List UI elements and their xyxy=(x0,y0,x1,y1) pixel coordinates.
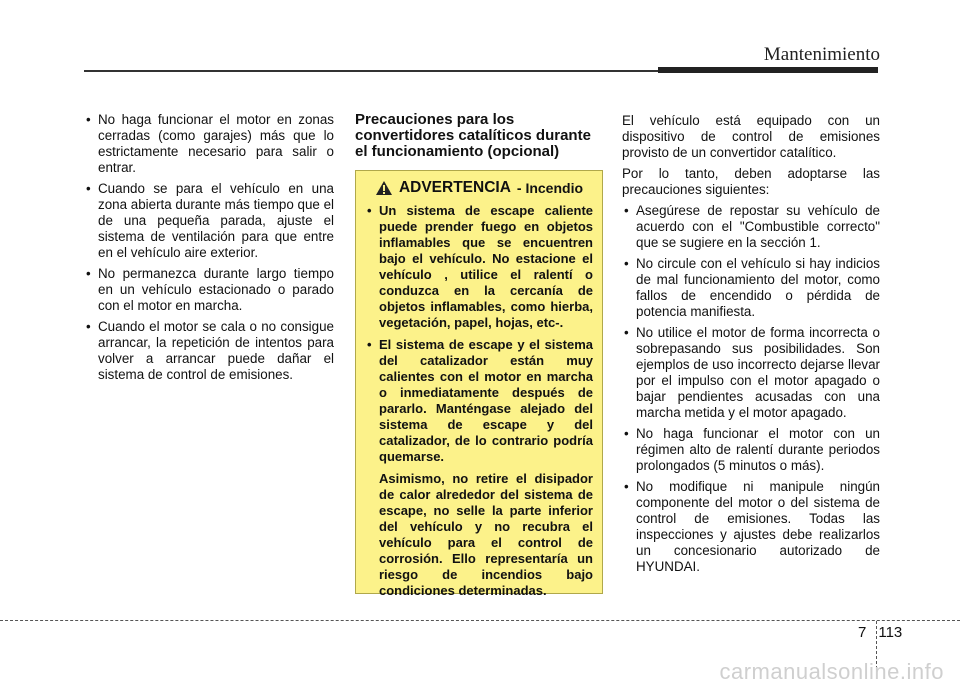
watermark: carmanualsonline.info xyxy=(719,659,944,684)
right-bullet-list xyxy=(622,203,880,575)
list-item: • No circule con el vehículo si hay indicios de mal funcionamiento del motor, como fallos de encendido o pérdida de potencia manifiesta. xyxy=(622,256,880,320)
section-title: Precauciones para los convertidores catalíticos durante el funcionamiento (opcional) xyxy=(355,111,591,160)
warning-box xyxy=(355,170,603,598)
warning-title: ADVERTENCIA xyxy=(398,179,511,196)
warning-paragraph: Asimismo, no retire el disipador de calor alrededor del sistema de escape, no selle la parte inferior del vehículo y no recubra el vehículo para el control de corrosión. Ello representaría un riesgo de incendios bajo condiciones determinadas. xyxy=(379,471,593,598)
left-column xyxy=(84,112,334,388)
list-item: • No utilice el motor de forma incorrecta o sobrepasando sus posibilidades. Son ejemplos de uso incorrecto dejarse llevar por el impulso con el motor apagado o bajar pendientes acusadas con una marcha metida y el motor apagado. xyxy=(622,325,880,421)
header-bar xyxy=(658,67,878,73)
list-item: • Un sistema de escape caliente puede prender fuego en objetos inflamables que se encuentren bajo el vehículo. No estacione el vehículo , utilice el ralentí o conduzca en la cercanía de objetos inflamables, como hierba, vegetación, papel, hojas, etc-. xyxy=(365,203,593,331)
middle-column xyxy=(355,112,605,176)
list-item: • No haga funcionar el motor con un régimen alto de ralentí durante periodos prolongados (5 minutos o más). xyxy=(622,426,880,474)
lead-paragraph: Por lo tanto, deben adoptarse las precauciones siguientes: xyxy=(622,166,880,197)
page-header-title: Mantenimiento xyxy=(763,44,880,65)
warning-bullet-list xyxy=(365,203,593,465)
list-item: • Asegúrese de repostar su vehículo de acuerdo con el "Combustible correcto" que se sugiere en la sección 1. xyxy=(622,203,880,251)
right-column xyxy=(622,113,880,580)
header-rule xyxy=(84,70,658,72)
list-item: • Cuando se para el vehículo en una zona abierta durante más tiempo que el de una pequeña parada, ajuste el sistema de ventilación para que entre en el vehículo aire exterior. xyxy=(84,181,334,261)
intro-paragraph: El vehículo está equipado con un dispositivo de control de emisiones provisto de un convertidor catalítico. xyxy=(622,113,880,160)
warning-subtitle: - Incendio xyxy=(516,180,584,196)
page-number xyxy=(858,624,902,641)
list-item: • No permanezca durante largo tiempo en un vehículo estacionado o parado con el motor en marcha. xyxy=(84,266,334,314)
left-bullet-list xyxy=(84,112,334,383)
warning-triangle-icon xyxy=(375,180,393,196)
list-item: • No haga funcionar el motor en zonas cerradas (como garajes) más que lo estrictamente necesario para salir o entrar. xyxy=(84,112,334,176)
chapter-number: 7 xyxy=(858,624,867,641)
warning-header xyxy=(365,179,593,197)
footer-rule xyxy=(0,620,960,621)
list-item: • No modifique ni manipule ningún componente del motor o del sistema de control de emisiones. Todas las inspecciones y ajustes debe realizarlos un concesionario autorizado de HYUNDAI. xyxy=(622,479,880,575)
list-item: • El sistema de escape y el sistema del catalizador están muy calientes con el motor en marcha o inmediatamente después de pararlo. Manténgase alejado del sistema de escape y del catalizador, de lo contrario podría quemarse. xyxy=(365,337,593,465)
page-number-value: 113 xyxy=(878,624,903,641)
list-item: • Cuando el motor se cala o no consigue arrancar, la repetición de intentos para volver a arrancar puede dañar el sistema de control de emisiones. xyxy=(84,319,334,383)
